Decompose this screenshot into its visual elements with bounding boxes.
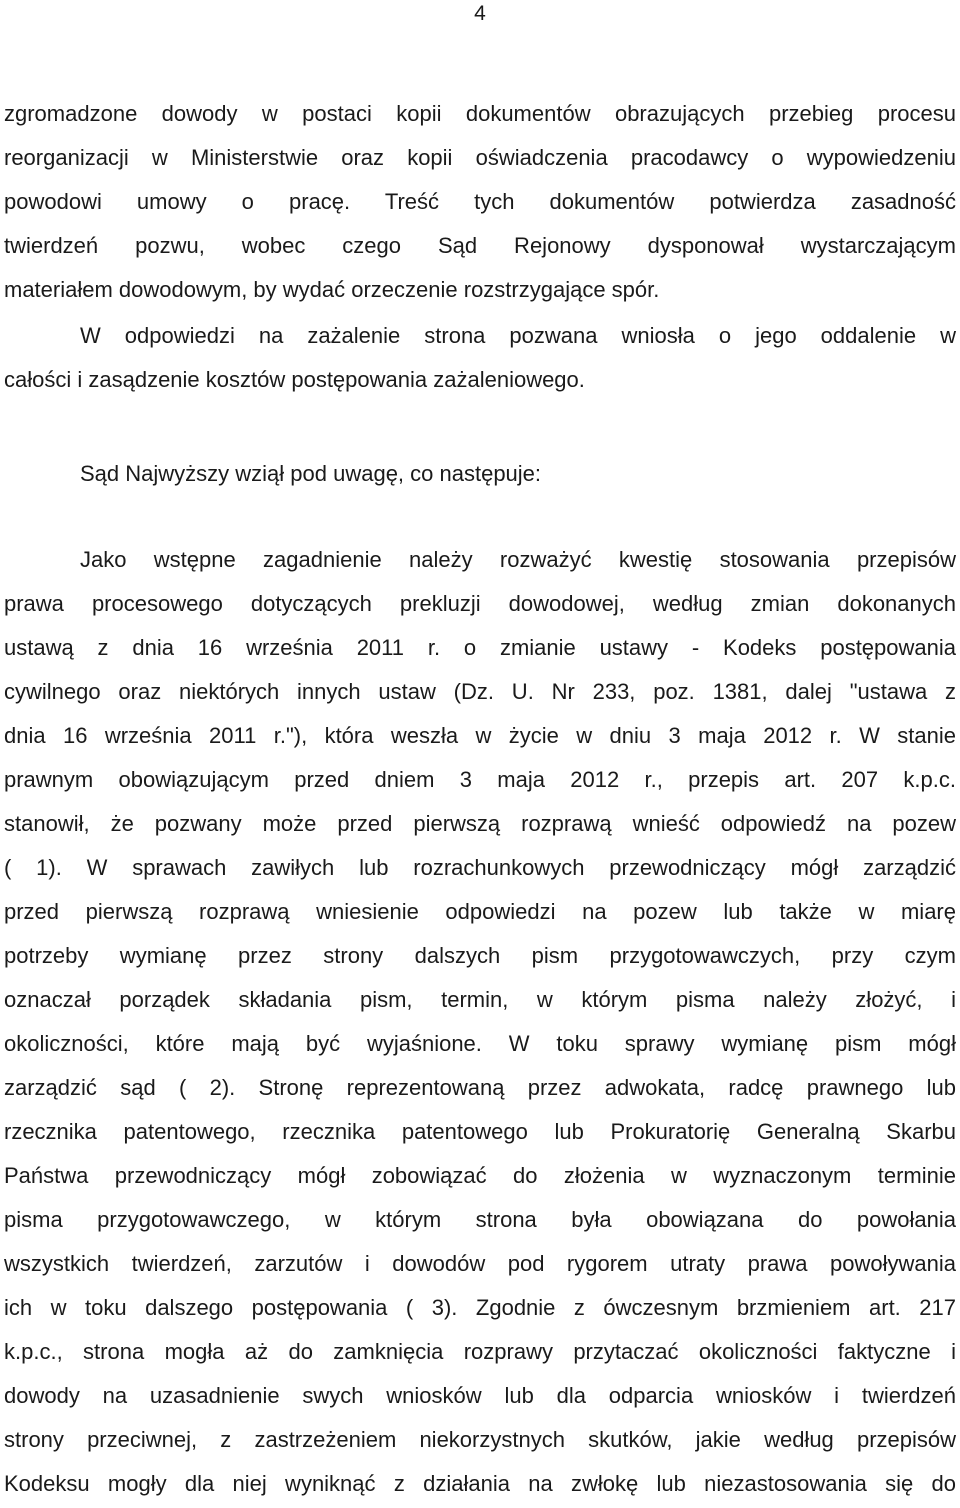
text-line: ( 1). W sprawach zawiłych lub rozrachunkowych przewodniczący mógł zarządzić bbox=[4, 855, 956, 880]
text-line: Kodeksu mogły dla niej wyniknąć z działania na zwłokę lub niezastosowania się do bbox=[4, 1471, 956, 1496]
text-line: przed pierwszą rozprawą wniesienie odpowiedzi na pozew lub także w miarę bbox=[4, 899, 956, 924]
text-line: oznaczał porządek składania pism, termin, w którym pisma należy złożyć, i bbox=[4, 987, 956, 1012]
text-line: dnia 16 września 2011 r."), która weszła w życie w dniu 3 maja 2012 r. W stanie bbox=[4, 723, 956, 748]
text-line: prawnym obowiązującym przed dniem 3 maja 2012 r., przepis art. 207 k.p.c. bbox=[4, 767, 956, 792]
paragraph-response bbox=[4, 314, 956, 402]
text-line: zgromadzone dowody w postaci kopii dokumentów obrazujących przebieg procesu bbox=[4, 101, 956, 126]
text-line: wszystkich twierdzeń, zarzutów i dowodów pod rygorem utraty prawa powoływania bbox=[4, 1251, 956, 1276]
text-line: W odpowiedzi na zażalenie strona pozwana wniosła o jego oddalenie w bbox=[80, 323, 956, 348]
paragraph-evidence bbox=[4, 92, 956, 312]
text-line: ustawą z dnia 16 września 2011 r. o zmianie ustawy - Kodeks postępowania bbox=[4, 635, 956, 660]
text-line: potrzeby wymianę przez strony dalszych pism przygotowawczych, przy czym bbox=[4, 943, 956, 968]
text-line: ich w toku dalszego postępowania ( 3). Zgodnie z ówczesnym brzmieniem art. 217 bbox=[4, 1295, 956, 1320]
text-line: powodowi umowy o pracę. Treść tych dokumentów potwierdza zasadność bbox=[4, 189, 956, 214]
paragraph-analysis bbox=[4, 538, 956, 1506]
text-line: Państwa przewodniczący mógł zobowiązać do złożenia w wyznaczonym terminie bbox=[4, 1163, 956, 1188]
page-number: 4 bbox=[474, 2, 486, 25]
text-line: materiałem dowodowym, by wydać orzeczenie rozstrzygające spór. bbox=[4, 277, 660, 302]
text-line: twierdzeń pozwu, wobec czego Sąd Rejonowy dysponował wystarczającym bbox=[4, 233, 956, 258]
text-line: reorganizacji w Ministerstwie oraz kopii oświadczenia pracodawcy o wypowiedzeniu bbox=[4, 145, 956, 170]
text-line: stanowił, że pozwany może przed pierwszą rozprawą wnieść odpowiedź na pozew bbox=[4, 811, 956, 836]
text-line: pisma przygotowawczego, w którym strona była obowiązana do powołania bbox=[4, 1207, 956, 1232]
section-heading bbox=[4, 452, 956, 496]
text-line: dowody na uzasadnienie swych wniosków lub dla odparcia wniosków i twierdzeń bbox=[4, 1383, 956, 1408]
text-line: k.p.c., strona mogła aż do zamknięcia rozprawy przytaczać okoliczności faktyczne i bbox=[4, 1339, 956, 1364]
text-line: strony przeciwnej, z zastrzeżeniem niekorzystnych skutków, jakie według przepisów bbox=[4, 1427, 956, 1452]
text-line: cywilnego oraz niektórych innych ustaw (Dz. U. Nr 233, poz. 1381, dalej "ustawa z bbox=[4, 679, 956, 704]
text-line: rzecznika patentowego, rzecznika patentowego lub Prokuratorię Generalną Skarbu bbox=[4, 1119, 956, 1144]
text-line: okoliczności, które mają być wyjaśnione. W toku sprawy wymianę pism mógł bbox=[4, 1031, 956, 1056]
text-line: Jako wstępne zagadnienie należy rozważyć kwestię stosowania przepisów bbox=[80, 547, 956, 572]
heading-text: Sąd Najwyższy wziął pod uwagę, co następuje: bbox=[80, 461, 542, 486]
text-line: zarządzić sąd ( 2). Stronę reprezentowaną przez adwokata, radcę prawnego lub bbox=[4, 1075, 956, 1100]
text-line: prawa procesowego dotyczących prekluzji dowodowej, według zmian dokonanych bbox=[4, 591, 956, 616]
text-line: całości i zasądzenie kosztów postępowania zażaleniowego. bbox=[4, 367, 585, 392]
